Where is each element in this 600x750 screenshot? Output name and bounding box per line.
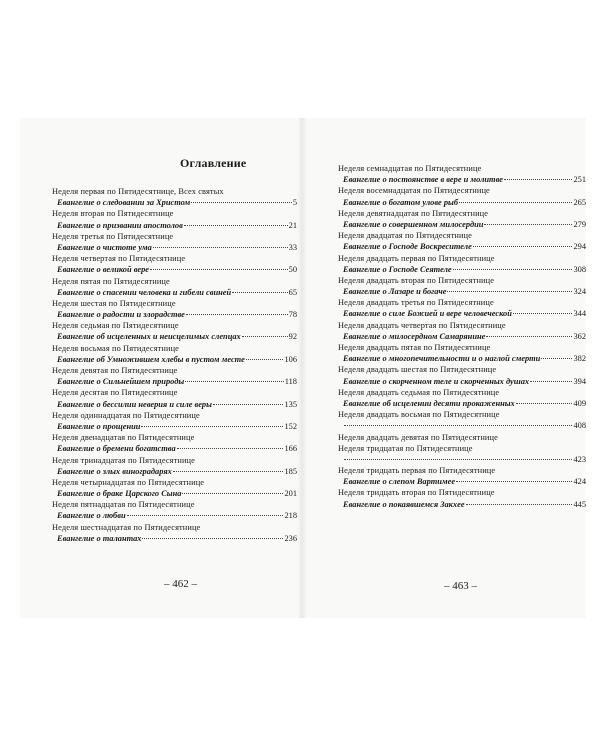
toc-entry	[52, 410, 297, 432]
toc-week-heading: Неделя двадцать первая по Пятидесятнице	[338, 253, 495, 263]
dot-leader	[447, 291, 572, 292]
toc-gospel-title: Евангелие о радости и злорадстве	[57, 310, 185, 320]
toc-gospel-title: Евангелие о любви	[57, 511, 126, 521]
toc-gospel-title: Евангелие о силе Божией и вере человеческой	[343, 309, 512, 319]
toc-page-number: 106	[284, 354, 297, 364]
toc-gospel-title: Евангелие об исцеленных и неисцелимых слепцах	[57, 332, 241, 342]
toc-gospel-line	[52, 354, 297, 365]
toc-week-heading: Неделя девятнадцатая по Пятидесятнице	[338, 208, 489, 218]
toc-entry	[338, 465, 586, 487]
toc-gospel-title: Евангелие о бессилии неверия и силе веры	[57, 399, 212, 409]
toc-gospel-title: Евангелие об исцелении десяти прокаженных	[343, 398, 515, 408]
book-gutter	[297, 118, 307, 618]
toc-gospel-title: Евангелие о слепом Вартимее	[343, 477, 456, 487]
toc-week-heading: Неделя двадцатая по Пятидесятнице	[338, 231, 472, 241]
toc-title: Оглавление	[180, 156, 247, 170]
dot-leader	[127, 515, 284, 516]
dot-leader	[484, 224, 572, 225]
toc-gospel-line	[52, 309, 297, 320]
toc-gospel-title: Евангелие о призвании апостолов	[57, 220, 183, 230]
toc-gospel-title: Евангелие о богатом улове рыб	[343, 197, 458, 207]
toc-gospel-line	[338, 241, 586, 252]
toc-page-number: 152	[284, 421, 297, 431]
toc-gospel-title: Евангелие о Сильнейшем природы	[57, 377, 185, 387]
toc-entry	[338, 230, 586, 252]
toc-entry	[52, 298, 297, 320]
toc-entry	[52, 455, 297, 477]
toc-entry	[52, 253, 297, 275]
toc-week-heading: Неделя двадцать шестая по Пятидесятнице	[338, 365, 497, 375]
toc-entry	[52, 432, 297, 454]
toc-gospel-title: Евангелие о талантах	[57, 533, 142, 543]
dot-leader	[182, 493, 283, 494]
right-page-number: – 463 –	[444, 580, 477, 592]
toc-gospel-title: Евангелие об Умножившем хлебы в пустом месте	[57, 354, 245, 364]
toc-entry	[338, 443, 586, 465]
dot-leader	[344, 425, 572, 426]
toc-gospel-line	[338, 331, 586, 342]
toc-week-heading: Неделя двадцать пятая по Пятидесятнице	[338, 343, 491, 352]
toc-gospel-line	[52, 421, 297, 432]
toc-page-number: 308	[573, 264, 586, 274]
toc-week-heading: Неделя третья по Пятидесятнице	[52, 231, 174, 241]
toc-week-heading: Неделя семнадцатая по Пятидесятнице	[338, 164, 482, 173]
toc-week-heading: Неделя первая по Пятидесятнице, Всех святых	[52, 187, 224, 196]
toc-entry	[338, 253, 586, 275]
dot-leader	[246, 359, 284, 360]
toc-gospel-line	[338, 197, 586, 208]
toc-gospel-line	[338, 286, 586, 297]
toc-week-heading: Неделя тридцать первая по Пятидесятнице	[338, 466, 496, 476]
toc-week-heading: Неделя восемнадцатая по Пятидесятнице	[338, 186, 490, 196]
toc-week-heading: Неделя двадцать четвертая по Пятидесятнице	[338, 320, 506, 330]
toc-gospel-line	[338, 219, 586, 230]
toc-page-number: 362	[573, 331, 586, 341]
toc-week-heading: Неделя четвертая по Пятидесятнице	[52, 254, 186, 264]
dot-leader	[456, 481, 572, 482]
toc-gospel-title: Евангелие о милосердном Самарянине	[343, 331, 486, 341]
toc-gospel-line	[338, 499, 586, 510]
toc-page-number: 5	[292, 198, 297, 208]
toc-page-number: 344	[573, 309, 586, 319]
toc-gospel-title: Евангелие о следовании за Христом	[57, 198, 191, 208]
toc-gospel-title: Евангелие о браке Царского Сына	[57, 489, 182, 499]
dot-leader	[184, 225, 288, 226]
toc-week-heading: Неделя шестнадцатая по Пятидесятнице	[52, 522, 201, 532]
dot-leader	[213, 404, 284, 405]
toc-entry	[52, 320, 297, 342]
dot-leader	[191, 202, 292, 203]
toc-page-number: 324	[573, 287, 586, 297]
toc-gospel-line	[338, 308, 586, 319]
toc-entry	[52, 387, 297, 409]
toc-gospel-line	[52, 264, 297, 275]
toc-entry	[338, 364, 586, 386]
toc-page-number: 251	[573, 175, 586, 185]
toc-entry	[338, 320, 586, 342]
toc-page-number: 424	[573, 477, 586, 487]
toc-week-heading: Неделя тринадцатая по Пятидесятнице	[52, 455, 195, 465]
toc-week-heading: Неделя седьмая по Пятидесятнице	[52, 321, 179, 331]
toc-page-number: 65	[288, 287, 297, 297]
toc-week-heading: Неделя вторая по Пятидесятнице	[52, 209, 174, 219]
dot-leader	[242, 336, 288, 337]
toc-page-number: 218	[284, 511, 297, 521]
dot-leader	[141, 426, 283, 427]
toc-gospel-title: Евангелие о Лазаре и богаче	[343, 287, 447, 297]
toc-gospel-line	[52, 331, 297, 342]
toc-week-heading: Неделя двадцать седьмая по Пятидесятнице	[338, 387, 500, 397]
toc-entry	[52, 208, 297, 230]
toc-entry	[338, 208, 586, 230]
toc-entry	[338, 185, 586, 207]
toc-week-heading: Неделя десятая по Пятидесятнице	[52, 388, 178, 398]
toc-entry	[338, 387, 586, 409]
toc-gospel-title: Евангелие о Господе Сеятеле	[343, 264, 452, 274]
toc-gospel-line	[52, 533, 297, 544]
toc-entry	[338, 409, 586, 431]
dot-leader	[142, 538, 283, 539]
toc-week-heading: Неделя пятая по Пятидесятнице	[52, 276, 170, 286]
toc-entry	[52, 522, 297, 544]
toc-week-heading: Неделя двенадцатая по Пятидесятнице	[52, 433, 195, 443]
toc-gospel-title: Евангелие о спасении человека и гибели свиней	[57, 287, 232, 297]
toc-page-number: 394	[573, 376, 586, 386]
toc-entry	[52, 186, 297, 208]
toc-entry	[52, 499, 297, 521]
toc-entry	[338, 487, 586, 509]
toc-week-heading: Неделя двадцать девятая по Пятидесятнице	[338, 432, 498, 442]
dot-leader	[153, 247, 288, 248]
toc-entry	[52, 276, 297, 298]
toc-page-number: 21	[288, 220, 297, 230]
toc-page-number: 185	[284, 466, 297, 476]
toc-gospel-line	[52, 242, 297, 253]
dot-leader	[541, 358, 572, 359]
dot-leader	[186, 314, 288, 315]
toc-gospel-line	[338, 264, 586, 275]
toc-page-number: 382	[573, 354, 586, 364]
toc-gospel-line	[338, 353, 586, 364]
left-toc-list	[52, 186, 297, 544]
toc-entry	[338, 342, 586, 364]
dot-leader	[459, 202, 572, 203]
toc-gospel-line	[338, 454, 586, 465]
toc-page-number: 236	[284, 533, 297, 543]
right-toc-list	[338, 163, 586, 510]
toc-gospel-line	[52, 376, 297, 387]
toc-gospel-line	[338, 476, 586, 487]
toc-entry	[338, 275, 586, 297]
toc-gospel-line	[52, 287, 297, 298]
toc-entry	[52, 343, 297, 365]
toc-gospel-line	[52, 488, 297, 499]
dot-leader	[516, 403, 573, 404]
dot-leader	[486, 336, 572, 337]
dot-leader	[185, 381, 284, 382]
toc-page-number: 92	[288, 332, 297, 342]
toc-week-heading: Неделя четырнадцатая по Пятидесятнице	[52, 477, 205, 487]
toc-week-heading: Неделя восьмая по Пятидесятнице	[52, 343, 179, 353]
toc-week-heading: Неделя одиннадцатая по Пятидесятнице	[52, 410, 200, 420]
toc-week-heading: Неделя пятнадцатая по Пятидесятнице	[52, 500, 195, 510]
toc-gospel-title: Евангелие о Господе Воскресителе	[343, 242, 472, 252]
toc-entry	[338, 163, 586, 185]
toc-entry	[52, 231, 297, 253]
toc-gospel-title: Евангелие о злых виноградарях	[57, 466, 172, 476]
dot-leader	[232, 292, 287, 293]
toc-page-number: 50	[288, 265, 297, 275]
toc-gospel-line	[52, 197, 297, 208]
dot-leader	[504, 179, 573, 180]
toc-gospel-line	[52, 220, 297, 231]
toc-week-heading: Неделя двадцать восьмая по Пятидесятнице	[338, 410, 500, 420]
toc-page-number: 409	[573, 398, 586, 408]
toc-page-number: 118	[284, 377, 297, 387]
toc-gospel-title: Евангелие о чистоте ума	[57, 242, 152, 252]
toc-gospel-line	[52, 443, 297, 454]
toc-gospel-title: Евангелие о совершенном милосердии	[343, 219, 484, 229]
toc-gospel-line	[338, 420, 586, 431]
dot-leader	[173, 471, 284, 472]
dot-leader	[344, 459, 572, 460]
toc-page-number: 78	[288, 310, 297, 320]
toc-page-number: 423	[573, 454, 586, 464]
toc-week-heading: Неделя девятая по Пятидесятнице	[52, 366, 178, 375]
toc-week-heading: Неделя двадцать вторая по Пятидесятнице	[338, 275, 495, 285]
toc-page-number: 201	[284, 489, 297, 499]
toc-gospel-title: Евангелие о многопечительности и о наглой смерти	[343, 354, 541, 364]
toc-gospel-title: Евангелие о скорченном теле и скорченных душах	[343, 376, 530, 386]
toc-gospel-title: Евангелие о бремени богатства	[57, 444, 176, 454]
toc-gospel-line	[52, 510, 297, 521]
toc-page-number: 279	[573, 219, 586, 229]
toc-entry	[338, 297, 586, 319]
toc-page-number: 408	[573, 421, 586, 431]
toc-week-heading: Неделя шестая по Пятидесятнице	[52, 298, 176, 308]
toc-page-number: 166	[284, 444, 297, 454]
toc-gospel-line	[52, 466, 297, 477]
toc-week-heading: Неделя двадцать третья по Пятидесятнице	[338, 298, 494, 308]
left-page-number: – 462 –	[164, 578, 197, 590]
dot-leader	[473, 246, 573, 247]
toc-page-number: 445	[573, 499, 586, 509]
toc-entry	[52, 365, 297, 387]
toc-gospel-line	[338, 376, 586, 387]
toc-gospel-title: Евангелие о великой вере	[57, 265, 149, 275]
dot-leader	[466, 504, 573, 505]
toc-page-number: 265	[573, 197, 586, 207]
dot-leader	[513, 313, 573, 314]
dot-leader	[453, 269, 573, 270]
toc-gospel-line	[338, 174, 586, 185]
toc-week-heading: Неделя тридцать вторая по Пятидесятнице	[338, 488, 495, 498]
toc-entry	[52, 477, 297, 499]
toc-week-heading: Неделя тридцатая по Пятидесятнице	[338, 443, 473, 453]
toc-gospel-line	[52, 399, 297, 410]
toc-gospel-title: Евангелие о покаявшемся Закхее	[343, 499, 465, 509]
toc-page-number: 135	[284, 399, 297, 409]
toc-gospel-title: Евангелие о постоянстве в вере и молитве	[343, 175, 503, 185]
toc-page-number: 33	[288, 242, 297, 252]
toc-gospel-line	[338, 398, 586, 409]
toc-gospel-title: Евангелие о прощении	[57, 421, 141, 431]
dot-leader	[150, 269, 288, 270]
toc-entry	[338, 432, 586, 443]
dot-leader	[177, 448, 284, 449]
toc-page-number: 294	[573, 242, 586, 252]
dot-leader	[530, 381, 572, 382]
